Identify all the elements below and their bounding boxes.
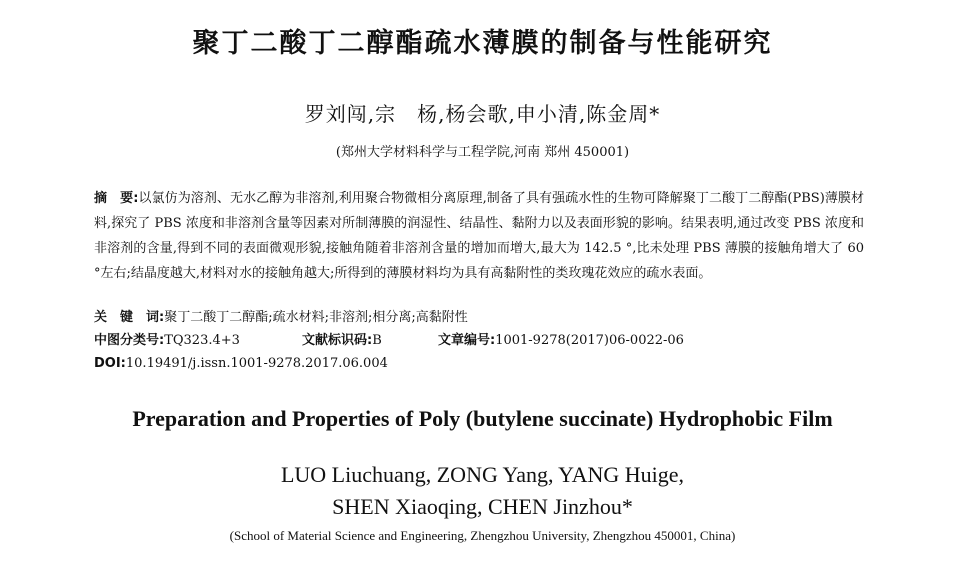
doi-label: DOI: — [94, 356, 126, 371]
document-code-label: 文献标识码: — [302, 333, 373, 348]
clc-label: 中图分类号: — [94, 333, 165, 348]
article-number-label: 文章编号: — [438, 333, 496, 348]
keywords-line — [94, 307, 468, 329]
document-code — [302, 330, 438, 352]
chinese-authors: 罗刘闯,宗 杨,杨会歌,申小清,陈金周* — [304, 102, 661, 126]
keywords-label: 关 键 词: — [94, 310, 165, 325]
article-number — [438, 330, 684, 352]
chinese-affiliation: (郑州大学材料科学与工程学院,河南 郑州 450001) — [335, 145, 630, 160]
abstract-label: 摘 要: — [94, 191, 139, 206]
clc-number — [94, 330, 302, 352]
classification-line — [94, 330, 684, 352]
english-affiliation: (School of Material Science and Engineering, Zhengzhou University, Zhengzhou 450001, China) — [229, 528, 736, 543]
doi-value: 10.19491/j.issn.1001-9278.2017.06.004 — [125, 356, 388, 371]
doi-line — [94, 353, 388, 375]
english-title: Preparation and Properties of Poly (butylene succinate) Hydrophobic Film — [132, 406, 833, 431]
keywords-text: 聚丁二酸丁二醇酯;疏水材料;非溶剂;相分离;高黏附性 — [164, 310, 468, 325]
abstract-text: 以氯仿为溶剂、无水乙醇为非溶剂,利用聚合物微相分离原理,制备了具有强疏水性的生物可降解聚丁二酸丁二醇酯(PBS)薄膜材料,探究了 PBS 浓度和非溶剂含量等因素对所制薄膜的润湿性、结晶性、黏附力以及表面形貌的影响。结果表明,通过改变 PBS 浓度和非溶剂的含量,得到不同的表面微观形貌,接触角随着非溶剂含量的增加而增大,最大为 142.5 °,比未处理 PBS 薄膜的接触角增大了 60 °左右;结晶度越大,材料对水的接触角越大;所得到的薄膜材料均为具有高黏附性的类玫瑰花效应的疏水表面。 — [94, 191, 864, 281]
document-code-value: B — [372, 333, 382, 348]
english-authors-line-1: LUO Liuchuang, ZONG Yang, YANG Huige, — [280, 462, 685, 487]
chinese-title: 聚丁二酸丁二醇酯疏水薄膜的制备与性能研究 — [192, 28, 773, 59]
article-number-value: 1001-9278(2017)06-0022-06 — [495, 333, 684, 348]
clc-value: TQ323.4+3 — [164, 333, 240, 348]
chinese-abstract — [94, 186, 864, 286]
english-authors-line-2: SHEN Xiaoqing, CHEN Jinzhou* — [332, 494, 633, 519]
